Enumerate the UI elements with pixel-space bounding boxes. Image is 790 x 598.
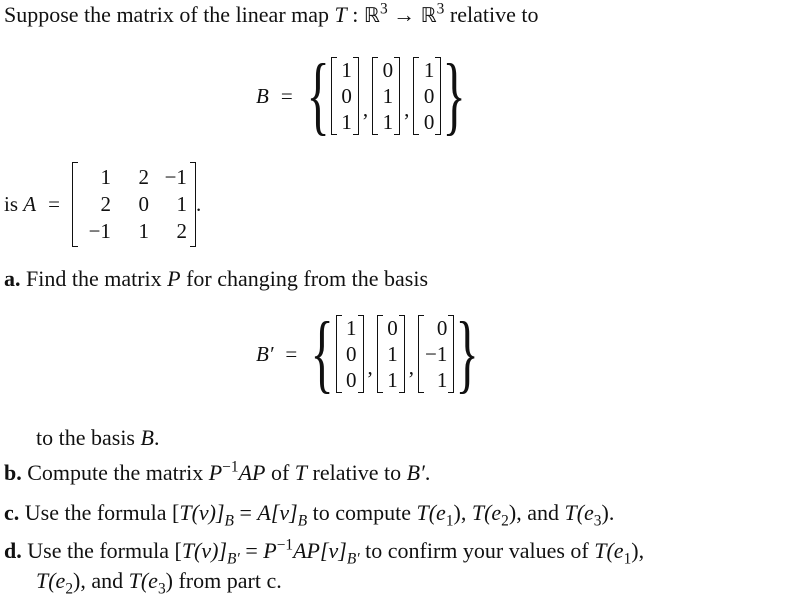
part-d-letter: d. bbox=[4, 538, 22, 563]
basis-b bbox=[256, 47, 468, 144]
dimension-sup-2: 3 bbox=[436, 0, 445, 18]
intro-text-end: relative to bbox=[444, 2, 539, 27]
basis-b-prime-label: B′ bbox=[256, 341, 274, 366]
equals-sign: = bbox=[48, 192, 60, 216]
equals-sign: = bbox=[280, 83, 293, 108]
vector: 0 −1 1 bbox=[418, 315, 454, 393]
comma: , bbox=[404, 97, 410, 121]
right-brace: } bbox=[442, 47, 467, 144]
vector: 1 0 0 bbox=[336, 315, 364, 393]
vector: 1 0 0 bbox=[413, 57, 441, 135]
part-c-letter: c. bbox=[4, 500, 20, 525]
vector: 0 1 1 bbox=[372, 57, 400, 135]
left-brace: { bbox=[306, 47, 330, 144]
part-d: d. Use the formula $[T(v)]_{B'} = P^{-1}AP[v]_{B'}$ to confirm your values of $T(e_1)$, bbox=[4, 536, 645, 568]
part-b-letter: b. bbox=[4, 460, 22, 485]
intro-text: Suppose the matrix of the linear map bbox=[4, 2, 335, 27]
right-brace: } bbox=[455, 305, 480, 402]
vector: 0 1 1 bbox=[377, 315, 405, 393]
vector: 1 0 1 bbox=[331, 57, 359, 135]
reals-symbol-2: ℝ bbox=[420, 3, 437, 27]
part-c: c. Use the formula $[T(v)]_B = A[v]_B$ to compute $T(e_1)$, $T(e_2)$, and $T(e_3)$. bbox=[4, 500, 615, 530]
intro-colon: : bbox=[346, 2, 364, 27]
part-b: b. Compute the matrix $P^{-1}AP$ of T relative to B′. bbox=[4, 458, 431, 485]
matrix-a-row bbox=[4, 162, 201, 247]
reals-symbol: ℝ bbox=[363, 3, 380, 27]
part-a: a. Find the matrix P for changing from the basis bbox=[4, 266, 429, 291]
part-a-letter: a. bbox=[4, 266, 21, 291]
to-basis-line: to the basis B. bbox=[36, 425, 160, 450]
arrow-symbol: → bbox=[387, 2, 421, 27]
comma: , bbox=[362, 97, 369, 121]
map-symbol: T bbox=[334, 2, 347, 27]
dimension-sup: 3 bbox=[379, 0, 388, 18]
matrix-a-label: is A bbox=[4, 192, 37, 216]
period: . bbox=[195, 192, 202, 216]
intro-line bbox=[4, 2, 538, 28]
matrix-a: 1 2 −1 2 0 1 −1 1 2 bbox=[72, 162, 196, 247]
basis-b-label: B bbox=[256, 83, 269, 108]
part-d-continued: $T(e_2)$, and $T(e_3)$ from part c. bbox=[36, 568, 282, 598]
comma: , bbox=[367, 355, 373, 379]
comma: , bbox=[408, 355, 415, 379]
basis-b-prime bbox=[256, 305, 481, 402]
equals-sign: = bbox=[285, 341, 298, 366]
left-brace: { bbox=[310, 305, 335, 402]
